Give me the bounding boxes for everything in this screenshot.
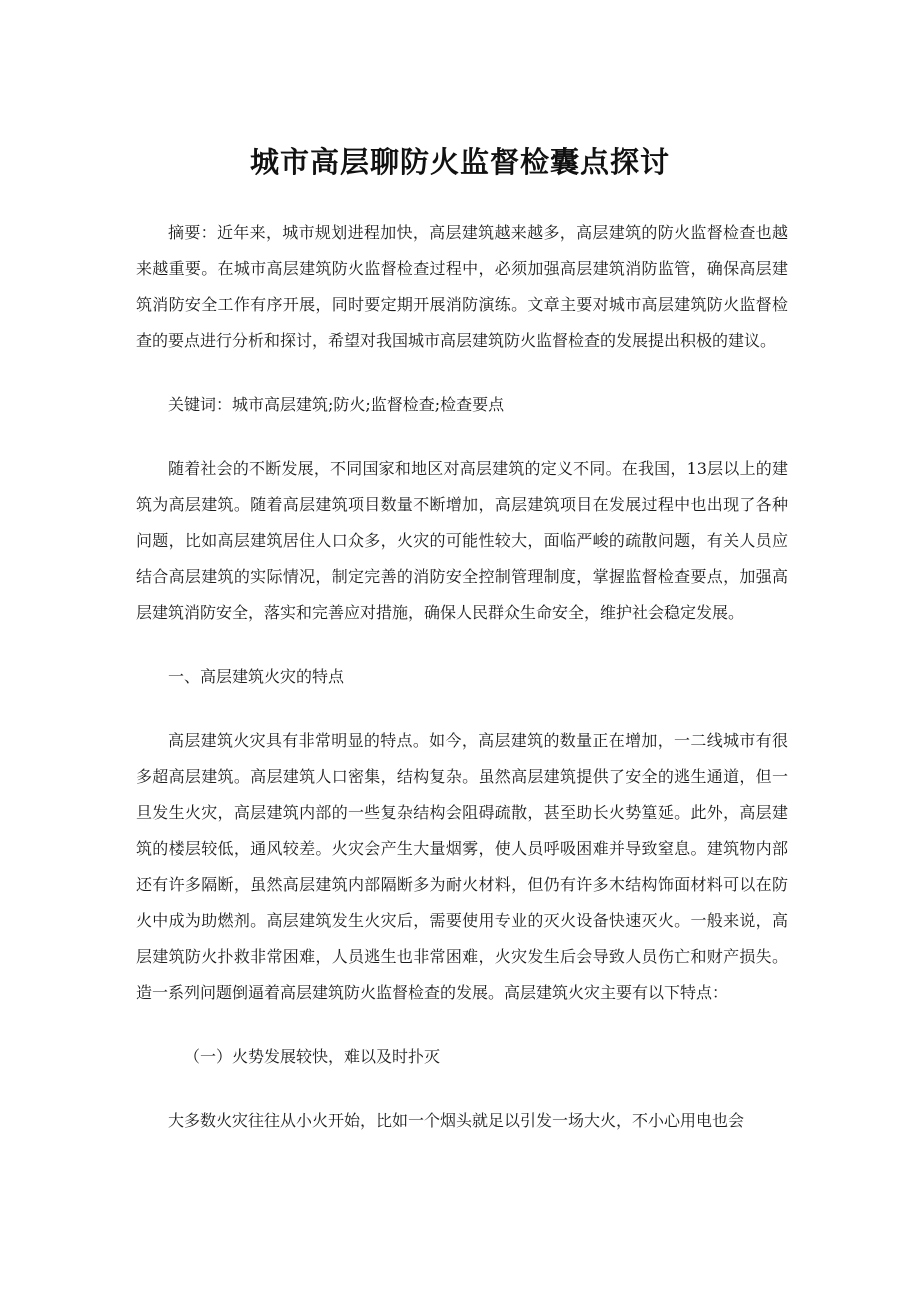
document-title: 城市高层聊防火监督检囊点探讨 xyxy=(249,145,670,179)
spacer xyxy=(136,359,788,387)
spacer xyxy=(136,423,788,451)
intro-paragraph: 随着社会的不断发展，不同国家和地区对高层建筑的定义不同。在我国，13层以上的建筑为高层建筑。随着高层建筑项目数量不断增加，高层建筑项目在发展过程中也出现了各种问题，比如高层建筑居住人口众多，火灾的可能性较大，面临严峻的疏散问题，有关人员应结合高层建筑的实际情况，制定完善的消防安全控制管理制度，掌握监督检查要点，加强高层建筑消防安全，落实和完善应对措施，确保人民群众生命安全，维护社会稳定发展。 xyxy=(136,459,788,622)
spacer xyxy=(136,1011,788,1039)
section-1-paragraph: 高层建筑火灾具有非常明显的特点。如今，高层建筑的数量正在增加，一二线城市有很多超高层建筑。高层建筑人口密集，结构复杂。虽然高层建筑提供了安全的逃生通道，但一旦发生火灾，高层建筑内部的一些复杂结构会阻碍疏散，甚至助长火势篁延。此外，高层建筑的楼层较低，通风较差。火灾会产生大量烟雾，使人员呼吸困难并导致窒息。建筑物内部还有许多隔断，虽然高层建筑内部隔断多为耐火材料，但仍有许多木结构饰面材料可以在防火中成为助燃剂。高层建筑发生火灾后，需要使用专业的灭火设备快速灭火。一般来说，高层建筑防火扑救非常困难，人员逃生也非常困难，火灾发生后会导致人员伤亡和财产损失。造一系列问题倒逼着高层建筑防火监督检查的发展。高层建筑火灾主要有以下特点： xyxy=(136,731,788,1002)
subsection-1-paragraph: 大多数火灾往往从小火开始，比如一个烟头就足以引发一场大火，不小心用电也会 xyxy=(168,1111,745,1130)
spacer xyxy=(136,1075,788,1103)
document-body xyxy=(136,215,788,1139)
keywords-paragraph: 关键词：城市高层建筑;防火;监督检查;检查要点 xyxy=(168,395,505,414)
spacer xyxy=(136,695,788,723)
subsection-heading-1: （一）火势发展较快，难以及时扑灭 xyxy=(184,1047,441,1066)
section-heading-1: 一、高层建筑火灾的特点 xyxy=(168,667,345,686)
abstract-paragraph: 摘要：近年来，城市规划进程加快，高层建筑越来越多，高层建筑的防火监督检查也越来越重要。在城市高层建筑防火监督检查过程中，必须加强高层建筑消防监管，确保高层建筑消防安全工作有序开展，同时要定期开展消防演练。文章主要对城市高层建筑防火监督检查的要点进行分析和探讨，希望对我国城市高层建筑防火监督检查的发展提出积极的建议。 xyxy=(136,223,788,350)
spacer xyxy=(136,631,788,659)
